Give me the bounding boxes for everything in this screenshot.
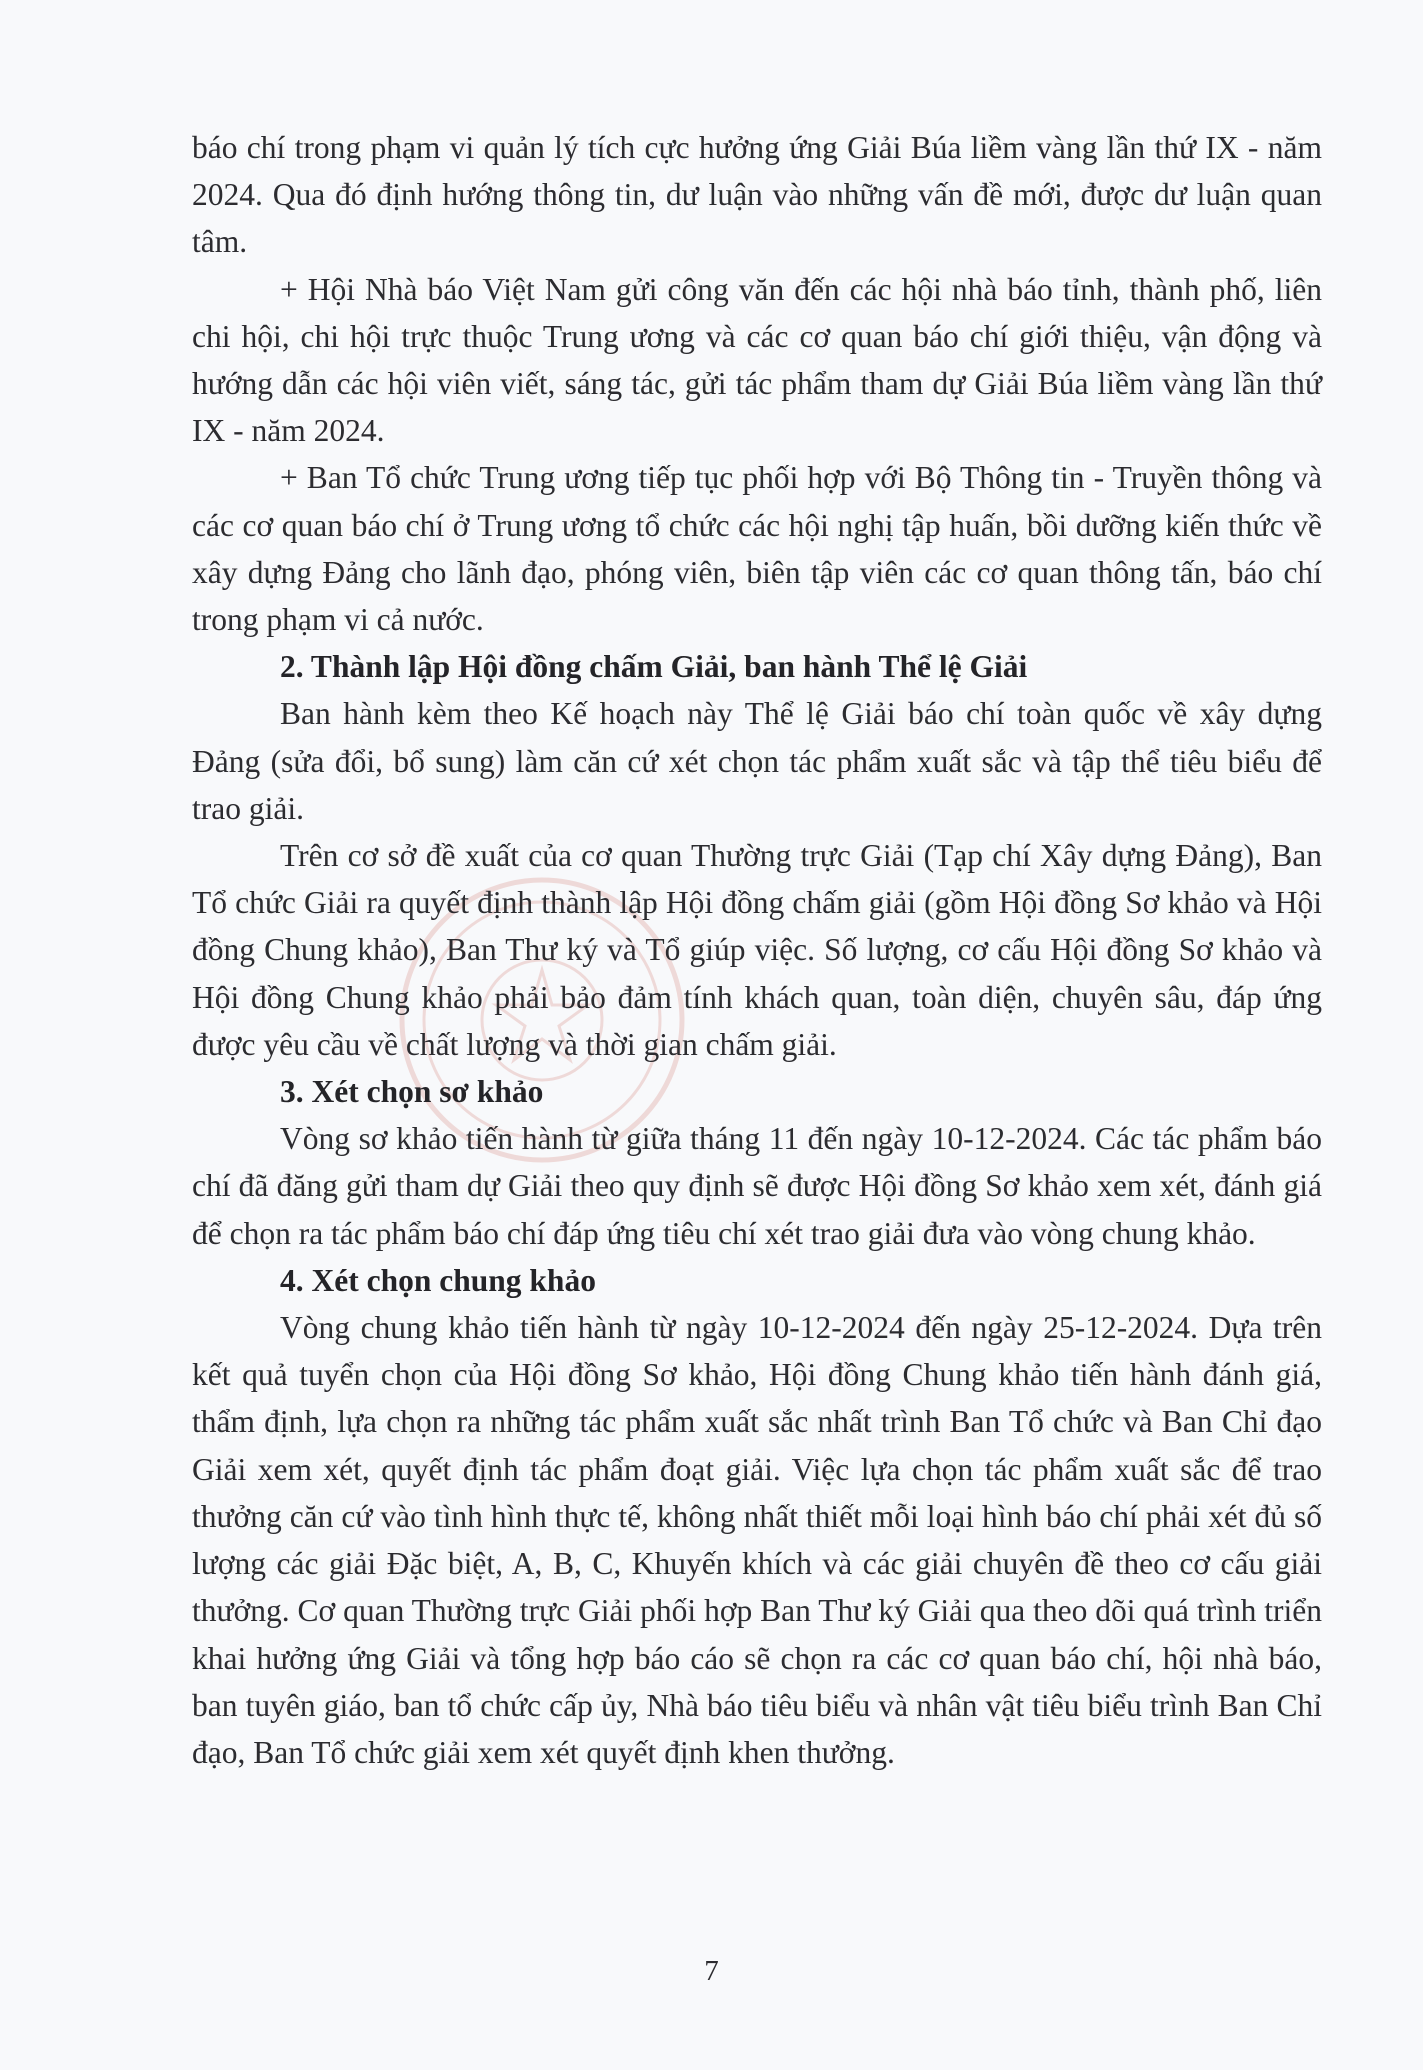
section-heading-3: 3. Xét chọn sơ khảo <box>280 1074 544 1110</box>
section-heading-2: 2. Thành lập Hội đồng chấm Giải, ban hành Thể lệ Giải <box>280 649 1028 685</box>
paragraph-preliminary-round: Vòng sơ khảo tiến hành từ giữa tháng 11 đến ngày 10-12-2024. Các tác phẩm báo chí đã đăng gửi tham dự Giải theo quy định sẽ được Hội đồng Sơ khảo xem xét, đánh giá để chọn ra tác phẩm báo chí đáp ứng tiêu chí xét trao giải đưa vào vòng chung khảo. <box>192 1121 1322 1251</box>
paragraph-organizing-committee: + Ban Tổ chức Trung ương tiếp tục phối hợp với Bộ Thông tin - Truyền thông và các cơ quan báo chí ở Trung ương tổ chức các hội nghị tập huấn, bồi dưỡng kiến thức về xây dựng Đảng cho lãnh đạo, phóng viên, biên tập viên các cơ quan thông tấn, báo chí trong phạm vi cả nước. <box>192 460 1322 638</box>
paragraph-rules: Ban hành kèm theo Kế hoạch này Thể lệ Giải báo chí toàn quốc về xây dựng Đảng (sửa đổi, bổ sung) làm căn cứ xét chọn tác phẩm xuất sắc và tập thể tiêu biểu để trao giải. <box>192 696 1322 826</box>
paragraph-jury-establishment: Trên cơ sở đề xuất của cơ quan Thường trực Giải (Tạp chí Xây dựng Đảng), Ban Tổ chức Giải ra quyết định thành lập Hội đồng chấm giải (gồm Hội đồng Sơ khảo và Hội đồng Chung khảo), Ban Thư ký và Tổ giúp việc. Số lượng, cơ cấu Hội đồng Sơ khảo và Hội đồng Chung khảo phải bảo đảm tính khách quan, toàn diện, chuyên sâu, đáp ứng được yêu cầu về chất lượng và thời gian chấm giải. <box>192 838 1322 1062</box>
paragraph-final-round: Vòng chung khảo tiến hành từ ngày 10-12-2024 đến ngày 25-12-2024. Dựa trên kết quả tuyển chọn của Hội đồng Sơ khảo, Hội đồng Chung khảo tiến hành đánh giá, thẩm định, lựa chọn ra những tác phẩm xuất sắc nhất trình Ban Tổ chức và Ban Chỉ đạo Giải xem xét, quyết định tác phẩm đoạt giải. Việc lựa chọn tác phẩm xuất sắc để trao thưởng căn cứ vào tình hình thực tế, không nhất thiết mỗi loại hình báo chí phải xét đủ số lượng các giải Đặc biệt, A, B, C, Khuyến khích và các giải chuyên đề theo cơ cấu giải thưởng. Cơ quan Thường trực Giải phối hợp Ban Thư ký Giải qua theo dõi quá trình triển khai hưởng ứng Giải và tổng hợp báo cáo sẽ chọn ra các cơ quan báo chí, hội nhà báo, ban tuyên giáo, ban tổ chức cấp ủy, Nhà báo tiêu biểu và nhân vật tiêu biểu trình Ban Chỉ đạo, Ban Tổ chức giải xem xét quyết định khen thưởng. <box>192 1310 1322 1770</box>
section-heading-4: 4. Xét chọn chung khảo <box>280 1262 596 1298</box>
document-body <box>192 124 1322 1776</box>
paragraph-journalists-association: + Hội Nhà báo Việt Nam gửi công văn đến các hội nhà báo tỉnh, thành phố, liên chi hội, chi hội trực thuộc Trung ương và các cơ quan báo chí giới thiệu, vận động và hướng dẫn các hội viên viết, sáng tác, gửi tác phẩm tham dự Giải Búa liềm vàng lần thứ IX - năm 2024. <box>192 271 1322 449</box>
paragraph-continuation: báo chí trong phạm vi quản lý tích cực hưởng ứng Giải Búa liềm vàng lần thứ IX - năm 2024. Qua đó định hướng thông tin, dư luận vào những vấn đề mới, được dư luận quan tâm. <box>192 130 1322 260</box>
page-number: 7 <box>704 1955 719 1987</box>
